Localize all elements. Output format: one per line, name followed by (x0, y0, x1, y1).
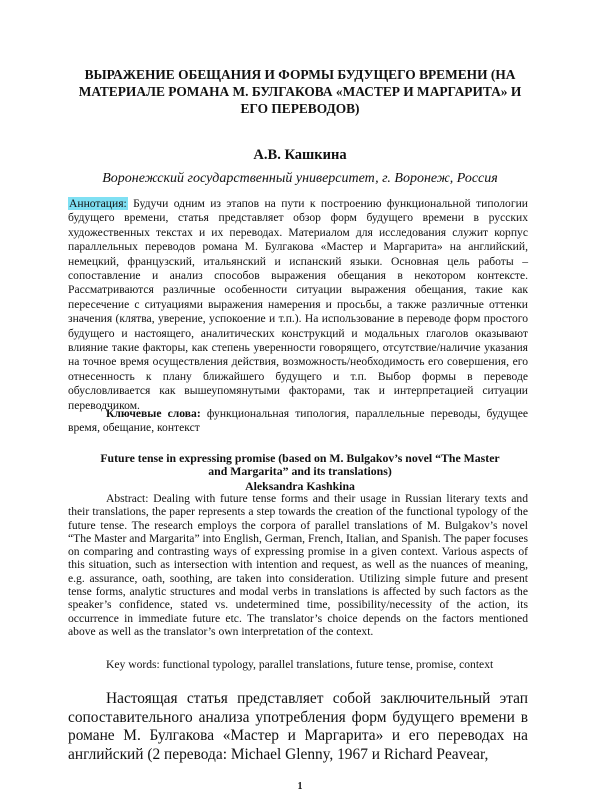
abstract-label-highlight: Аннотация: (69, 197, 127, 210)
russian-abstract (68, 197, 528, 413)
author-affiliation: Воронежский государственный университет, г. Воронеж, Россия (102, 171, 498, 186)
body-paragraph: Настоящая статья представляет собой заключительный этап сопоставительного анализа употребления форм будущего времени в романе М. Булгакова «Мастер и Маргарита» и его переводах на английский (2 перевода: Michael Glenny, 1967 и Richard Peavear, (68, 690, 528, 763)
english-abstract: Abstract: Dealing with future tense forms and their usage in Russian literary texts and their translations, the paper represents a step towards the creation of the functional typology of the future tense. The research employs the corpora of parallel translations of M. Bulgakov’s novel “The Master and Margarita” into English, German, French, Italian, and Spanish. The paper focuses on comparing and contrasting ways of expressing promise in a given context. Various aspects of this situation, such as intersection with intention and request, as well as the nuances of meaning, e.g. assurance, oath, soothing, are taken into consideration. Utilizing simple future and present tense forms, analytic structures and modal verbs in translations is affected by such factors as the speaker’s confidence, stated vs. undetermined time, possibility/necessity of the action, its occurrence in immediate future etc. The translator’s choice depends on the factors mentioned above as well as the translator’s own interpretation of the context. (68, 492, 528, 638)
russian-abstract-text: Будучи одним из этапов на пути к построению функциональной типологии будущего времени, статья представляет обзор форм будущего времени в русских художественных текстах и их переводах. Материалом для исследования служит корпус параллельных переводов романа М. Булгакова «Мастер и Маргарита» на английский, немецкий, французский, итальянский и испанский языки. Основная цель работы – сопоставление и анализ способов выражения обещания в некотором контексте. Рассматриваются различные особенности ситуации выражения обещания, такие как пересечение с ситуациями выражения намерения и просьбы, а также различные оттенки значения (клятва, уверение, успокоение и т.п.). На использование в переводе форм простого будущего и настоящего, аналитических конструкций и модальных глаголов оказывают влияние такие факторы, как степень уверенности говорящего, отсутствие/наличие указания на точное время осуществления действия, возможность/необходимость его совершения, его отнесенность к плану ближайшего будущего и т.п. Выбор формы в переводе обусловливается как вышеупомянутыми факторами, так и интерпретацией ситуации переводчиком. (68, 197, 528, 412)
english-keywords: Key words: functional typology, parallel translations, future tense, promise, context (106, 658, 494, 671)
russian-keywords-text: функциональная типология, параллельные переводы, будущее время, обещание, контекст (68, 407, 528, 435)
english-author-name: Aleksandra Kashkina (245, 479, 355, 493)
author-name: А.В. Кашкина (253, 147, 347, 163)
page-number: 1 (297, 781, 303, 792)
russian-keywords-label: Ключевые слова: (106, 407, 201, 420)
paper-title: ВЫРАЖЕНИЕ ОБЕЩАНИЯ И ФОРМЫ БУДУЩЕГО ВРЕМЕНИ (НА МАТЕРИАЛЕ РОМАНА М. БУЛГАКОВА «МАСТЕР И МАРГАРИТА» И ЕГО ПЕРЕВОДОВ) (78, 67, 522, 116)
russian-keywords (68, 407, 528, 436)
english-title: Future tense in expressing promise (based on M. Bulgakov’s novel “The Master and Margarita” and its translations) (100, 451, 500, 479)
